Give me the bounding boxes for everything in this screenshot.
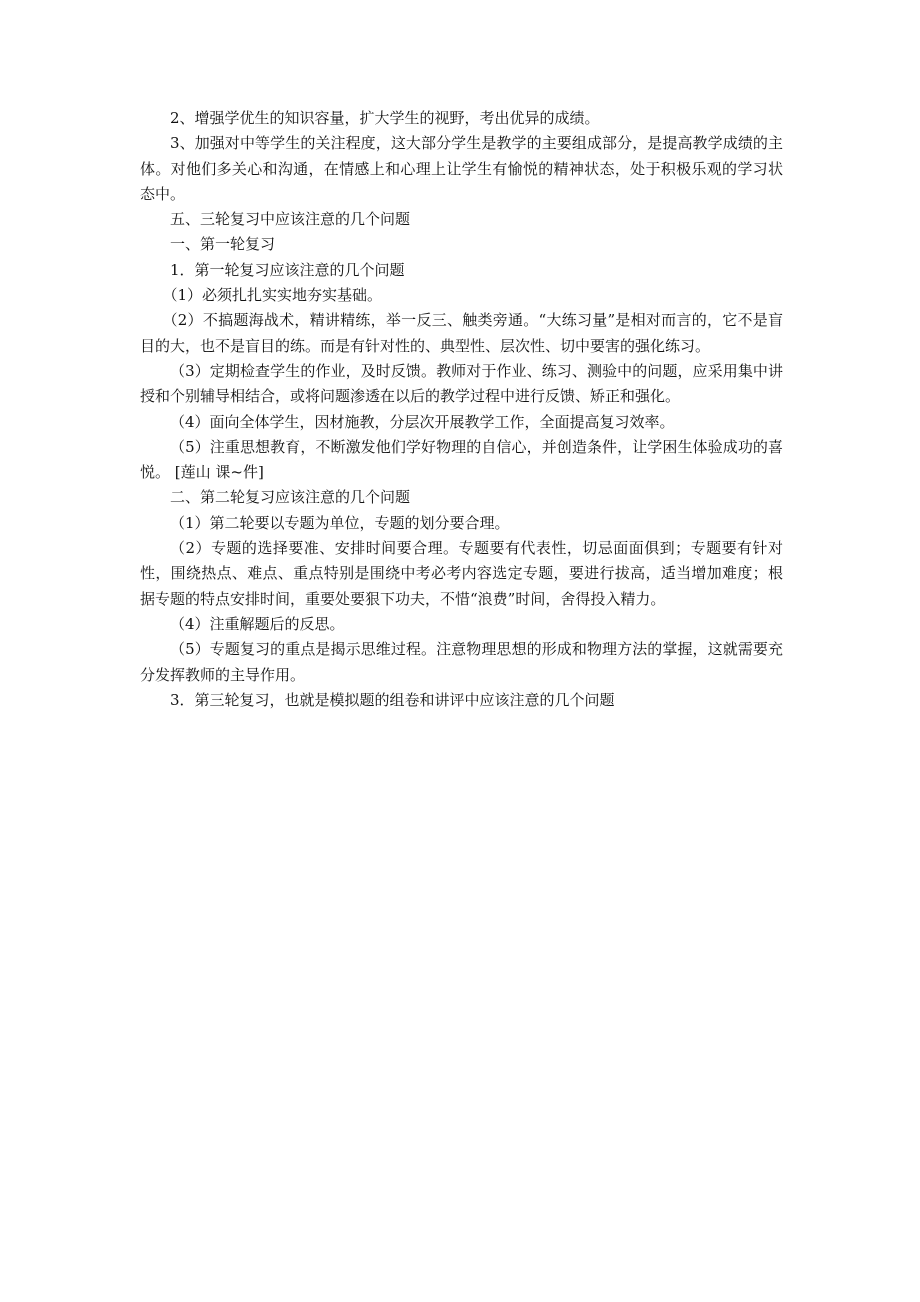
list-item-2-4: （4）注重解题后的反思。 — [170, 614, 345, 633]
subheading-first-round-issues: 1．第一轮复习应该注意的几个问题 — [170, 260, 405, 279]
paragraph-middle-students: 3、加强对中等学生的关注程度，这大部分学生是教学的主要组成部分，是提高教学成绩的主体。对他们多关心和沟通，在情感上和心理上让学生有愉悦的精神状态，处于积极乐观的学习状态中。 — [140, 134, 783, 203]
list-item-2-2: （2）专题的选择要准、安排时间要合理。专题要有代表性，切忌面面俱到；专题要有针对性，围绕热点、难点、重点特别是围绕中考必考内容选定专题，要进行拔高，适当增加难度；根据专题的特点安排时间，重要处要狠下功夫，不惜“浪费”时间，舍得投入精力。 — [140, 539, 783, 608]
list-item-1-5: （5）注重思想教育，不断激发他们学好物理的自信心，并创造条件，让学困生体验成功的喜悦。 [莲山 课~件] — [140, 437, 783, 482]
paragraph-top-students: 2、增强学优生的知识容量，扩大学生的视野，考出优异的成绩。 — [170, 109, 600, 127]
subheading-first-round: 一、第一轮复习 — [170, 235, 276, 254]
list-item-1-4: （4）面向全体学生，因材施教，分层次开展教学工作，全面提高复习效率。 — [170, 412, 675, 431]
list-item-1-1: （1）必须扎扎实实地夯实基础。 — [162, 286, 383, 305]
subheading-third-round: 3．第三轮复习，也就是模拟题的组卷和讲评中应该注意的几个问题 — [170, 690, 615, 709]
list-item-1-3: （3）定期检查学生的作业，及时反馈。教师对于作业、练习、测验中的问题，应采用集中讲授和个别辅导相结合，或将问题渗透在以后的教学过程中进行反馈、矫正和强化。 — [140, 361, 783, 406]
subheading-second-round: 二、第二轮复习应该注意的几个问题 — [170, 488, 411, 507]
list-item-2-5: （5）专题复习的重点是揭示思维过程。注意物理思想的形成和物理方法的掌握，这就需要充分发挥教师的主导作用。 — [140, 640, 783, 684]
document-body — [140, 106, 783, 713]
list-item-1-2: （2）不搞题海战术，精讲精练，举一反三、触类旁通。“大练习量”是相对而言的，它不是盲目的大，也不是盲目的练。而是有针对性的、典型性、层次性、切中要害的强化练习。 — [140, 311, 783, 355]
list-item-2-1: （1）第二轮要以专题为单位，专题的划分要合理。 — [170, 513, 510, 532]
section-heading-five: 五、三轮复习中应该注意的几个问题 — [170, 210, 411, 229]
